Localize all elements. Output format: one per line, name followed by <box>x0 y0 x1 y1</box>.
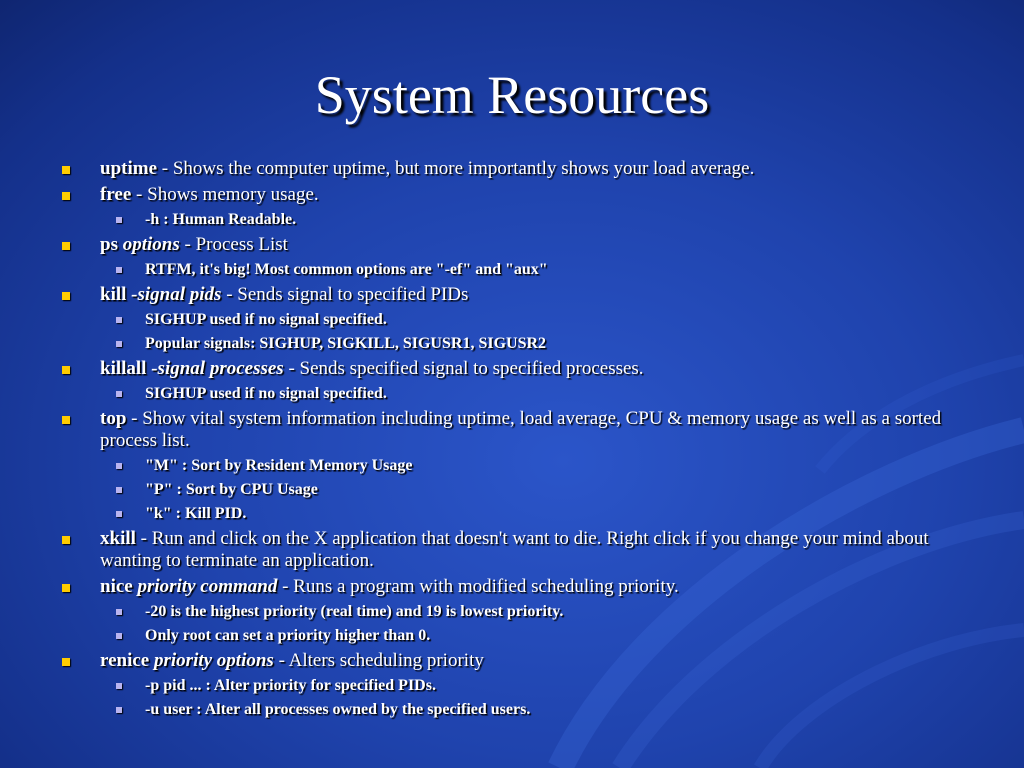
command-description: - Shows the computer uptime, but more importantly shows your load average. <box>157 158 755 179</box>
command-name: renice <box>100 650 150 671</box>
list-item-top <box>60 408 965 452</box>
sub-item-text: SIGHUP used if no signal specified. <box>145 385 387 402</box>
list-item-uptime <box>60 158 965 180</box>
square-bullet-icon <box>62 416 70 424</box>
list-item-nice <box>60 576 965 598</box>
square-sub-bullet-icon <box>116 463 122 469</box>
sub-item-text: -p pid ... : Alter priority for specified PIDs. <box>145 677 436 694</box>
square-bullet-icon <box>62 584 70 592</box>
square-sub-bullet-icon <box>116 391 122 397</box>
list-item-xkill <box>60 528 965 572</box>
command-description: - Show vital system information including uptime, load average, CPU & memory usage as well as a sorted process list. <box>100 408 942 451</box>
list-item-kill <box>60 284 965 306</box>
sub-item-text: "P" : Sort by CPU Usage <box>145 481 318 498</box>
command-args: -signal pids <box>131 284 222 305</box>
sub-item <box>60 384 965 404</box>
command-name: ps <box>100 234 118 255</box>
command-description: - Process List <box>179 234 288 255</box>
list-item-renice <box>60 650 965 672</box>
square-bullet-icon <box>62 366 70 374</box>
command-name: free <box>100 184 132 205</box>
command-description: - Run and click on the X application that doesn't want to die. Right click if you change your mind about wanting to terminate an application. <box>100 528 929 571</box>
sub-item <box>60 456 965 476</box>
sub-item <box>60 676 965 696</box>
slide-title: System Resources <box>314 65 710 125</box>
square-bullet-icon <box>62 292 70 300</box>
sub-item <box>60 260 965 280</box>
square-sub-bullet-icon <box>116 683 122 689</box>
square-sub-bullet-icon <box>116 609 122 615</box>
command-description: - Sends signal to specified PIDs <box>221 284 469 305</box>
command-description: - Alters scheduling priority <box>273 650 484 671</box>
bullet-list <box>60 154 965 720</box>
sub-item <box>60 480 965 500</box>
sub-item-text: Only root can set a priority higher than 0. <box>145 627 431 644</box>
square-sub-bullet-icon <box>116 217 122 223</box>
square-sub-bullet-icon <box>116 317 122 323</box>
list-item-free <box>60 184 965 206</box>
sub-item <box>60 310 965 330</box>
sub-item <box>60 700 965 720</box>
square-bullet-icon <box>62 658 70 666</box>
command-args: -signal processes <box>151 358 284 379</box>
command-description: - Sends specified signal to specified processes. <box>283 358 644 379</box>
square-bullet-icon <box>62 242 70 250</box>
square-sub-bullet-icon <box>116 341 122 347</box>
sub-item <box>60 504 965 524</box>
sub-item-text: -u user : Alter all processes owned by the specified users. <box>145 701 531 718</box>
sub-item <box>60 602 965 622</box>
command-args: options <box>122 234 180 255</box>
command-name: kill <box>100 284 127 305</box>
square-sub-bullet-icon <box>116 511 122 517</box>
command-name: xkill <box>100 528 136 549</box>
command-name: nice <box>100 576 133 597</box>
square-sub-bullet-icon <box>116 633 122 639</box>
square-bullet-icon <box>62 192 70 200</box>
command-args: priority command <box>137 576 278 597</box>
command-name: top <box>100 408 127 429</box>
square-bullet-icon <box>62 536 70 544</box>
command-name: uptime <box>100 158 157 179</box>
square-sub-bullet-icon <box>116 487 122 493</box>
sub-item <box>60 210 965 230</box>
list-item-ps <box>60 234 965 256</box>
sub-item-text: SIGHUP used if no signal specified. <box>145 311 387 328</box>
square-bullet-icon <box>62 166 70 174</box>
sub-item-text: "M" : Sort by Resident Memory Usage <box>145 457 413 474</box>
square-sub-bullet-icon <box>116 267 122 273</box>
square-sub-bullet-icon <box>116 707 122 713</box>
sub-item-text: RTFM, it's big! Most common options are "-ef" and "aux" <box>145 261 548 278</box>
sub-item <box>60 626 965 646</box>
sub-item <box>60 334 965 354</box>
sub-item-text: -20 is the highest priority (real time) and 19 is lowest priority. <box>145 603 564 620</box>
command-description: - Runs a program with modified scheduling priority. <box>277 576 679 597</box>
command-description: - Shows memory usage. <box>131 184 319 205</box>
sub-item-text: "k" : Kill PID. <box>145 505 247 522</box>
command-name: killall <box>100 358 147 379</box>
command-args: priority options <box>154 650 274 671</box>
list-item-killall <box>60 358 965 380</box>
sub-item-text: Popular signals: SIGHUP, SIGKILL, SIGUSR1, SIGUSR2 <box>145 335 547 352</box>
sub-item-text: -h : Human Readable. <box>145 211 297 228</box>
